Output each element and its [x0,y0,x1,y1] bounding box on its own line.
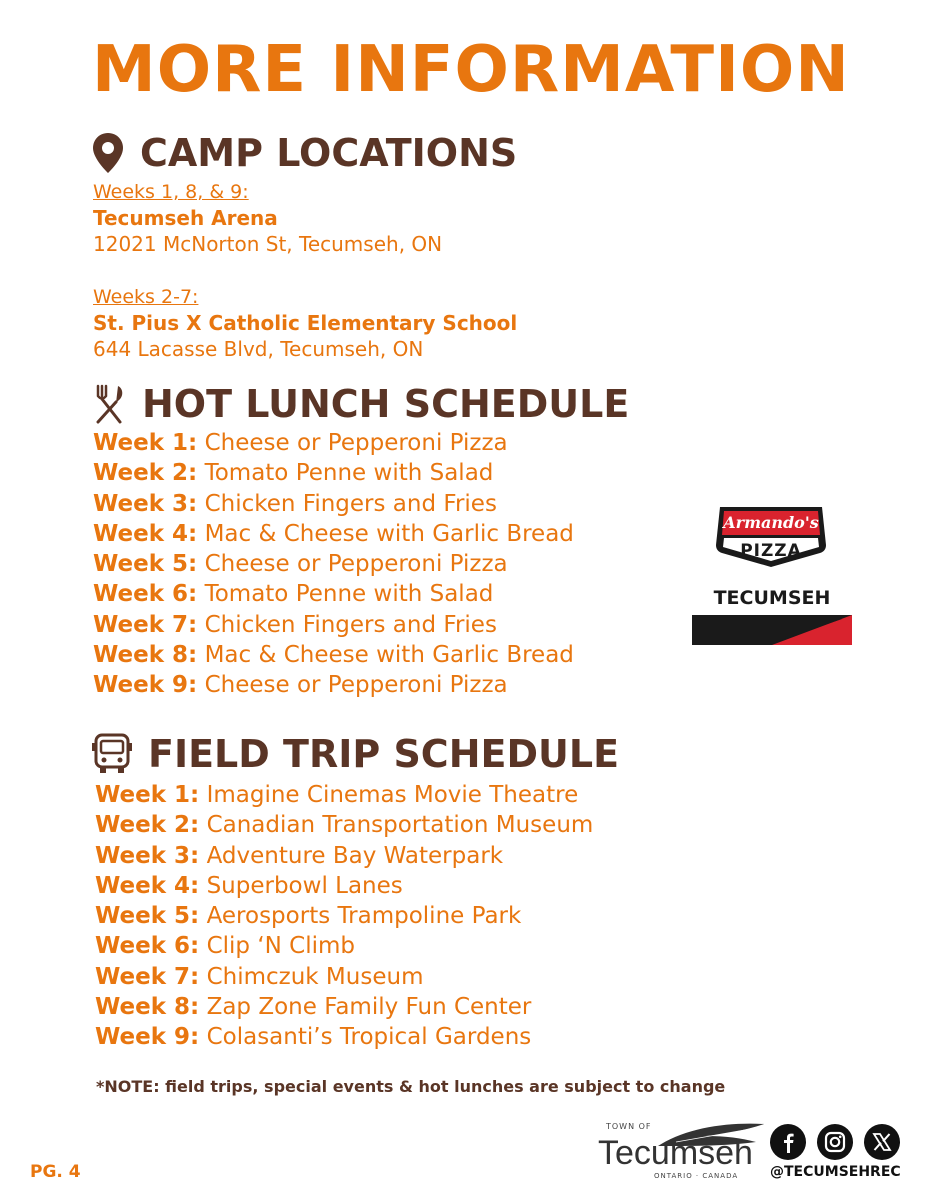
week-label: Week 6: [95,933,200,960]
hot-lunch-list [93,428,574,701]
trip: Colasanti’s Tropical Gardens [199,1024,532,1051]
meal: Cheese or Pepperoni Pizza [197,672,508,699]
list-item [95,962,593,992]
armandos-pizza-logo [692,505,852,645]
list-item [93,579,574,609]
week-label: Week 7: [95,963,200,990]
bus-icon [92,733,132,775]
fork-knife-icon [92,384,126,424]
list-item [95,780,593,810]
trip: Superbowl Lanes [199,872,403,899]
week-label: Week 5: [93,551,198,578]
page-title: MORE INFORMATION [92,33,850,107]
week-label: Week 2: [95,812,200,839]
field-trip-heading [92,733,619,775]
meal: Cheese or Pepperoni Pizza [197,430,508,456]
list-item [95,1022,593,1052]
week-label: Week 8: [93,642,198,669]
list-item [93,549,574,579]
week-label: Week 5: [95,903,200,930]
town-name: Tecumseh [598,1134,753,1172]
location-address: 644 Lacasse Blvd, Tecumseh, ON [93,336,424,361]
disclaimer-note: *NOTE: field trips, special events & hot lunches are subject to change [96,1077,726,1096]
week-label: Week 4: [93,520,198,547]
meal: Chicken Fingers and Fries [197,611,497,638]
social-icons [770,1124,905,1160]
list-item [95,841,593,871]
list-item [95,992,593,1022]
location-name: Tecumseh Arena [93,205,278,230]
week-label: Week 7: [93,611,198,638]
town-subtitle: ONTARIO · CANADA [654,1172,739,1180]
hot-lunch-heading [92,384,629,424]
week-label: Week 9: [95,1024,200,1051]
trip: Zap Zone Family Fun Center [199,994,532,1021]
week-label: Week 3: [95,842,200,869]
meal: Tomato Penne with Salad [197,581,494,608]
list-item [95,931,593,961]
week-label: Week 1: [93,430,198,456]
sponsor-name: PIZZA [740,541,802,561]
x-icon[interactable] [864,1124,900,1160]
week-label: Week 2: [93,460,198,487]
town-logo [596,1120,766,1182]
location-name: St. Pius X Catholic Elementary School [93,310,518,335]
field-trip-list [95,780,593,1053]
location-block [93,285,517,362]
location-weeks: Weeks 2-7: [93,286,199,308]
social-block [770,1124,905,1180]
hot-lunch-title: HOT LUNCH SCHEDULE [142,382,630,426]
trip: Aerosports Trampoline Park [199,903,522,930]
trip: Imagine Cinemas Movie Theatre [199,782,579,808]
facebook-icon[interactable] [770,1124,806,1160]
week-label: Week 6: [93,581,198,608]
list-item [93,519,574,549]
map-pin-icon [92,132,124,174]
sponsor-script: Armando's [723,513,819,532]
list-item [95,810,593,840]
meal: Mac & Cheese with Garlic Bread [197,520,574,547]
social-handle[interactable]: @TECUMSEHREC [770,1164,901,1180]
meal: Chicken Fingers and Fries [197,490,497,517]
trip: Clip ‘N Climb [199,933,355,960]
meal: Tomato Penne with Salad [197,460,494,487]
week-label: Week 4: [95,872,200,899]
camp-locations-heading [92,132,517,174]
location-weeks: Weeks 1, 8, & 9: [93,181,249,203]
week-label: Week 8: [95,994,200,1021]
list-item [95,871,593,901]
sponsor-stripe [692,615,852,645]
trip: Adventure Bay Waterpark [199,842,504,869]
list-item [93,670,574,700]
meal: Cheese or Pepperoni Pizza [197,551,508,578]
week-label: Week 3: [93,490,198,517]
trip: Chimczuk Museum [199,963,424,990]
list-item [93,458,574,488]
camp-locations-title: CAMP LOCATIONS [140,131,518,175]
list-item [93,489,574,519]
meal: Mac & Cheese with Garlic Bread [197,642,574,669]
week-label: Week 9: [93,672,198,699]
week-label: Week 1: [95,782,200,808]
instagram-icon[interactable] [817,1124,853,1160]
page-number: PG. 4 [30,1162,81,1182]
trip: Canadian Transportation Museum [199,812,594,839]
list-item [95,901,593,931]
location-address: 12021 McNorton St, Tecumseh, ON [93,231,443,256]
list-item [93,428,574,458]
location-block [93,180,442,257]
list-item [93,610,574,640]
sponsor-city: TECUMSEH [713,587,831,609]
field-trip-title: FIELD TRIP SCHEDULE [148,732,620,776]
list-item [93,640,574,670]
town-of-label: TOWN OF [606,1122,652,1131]
